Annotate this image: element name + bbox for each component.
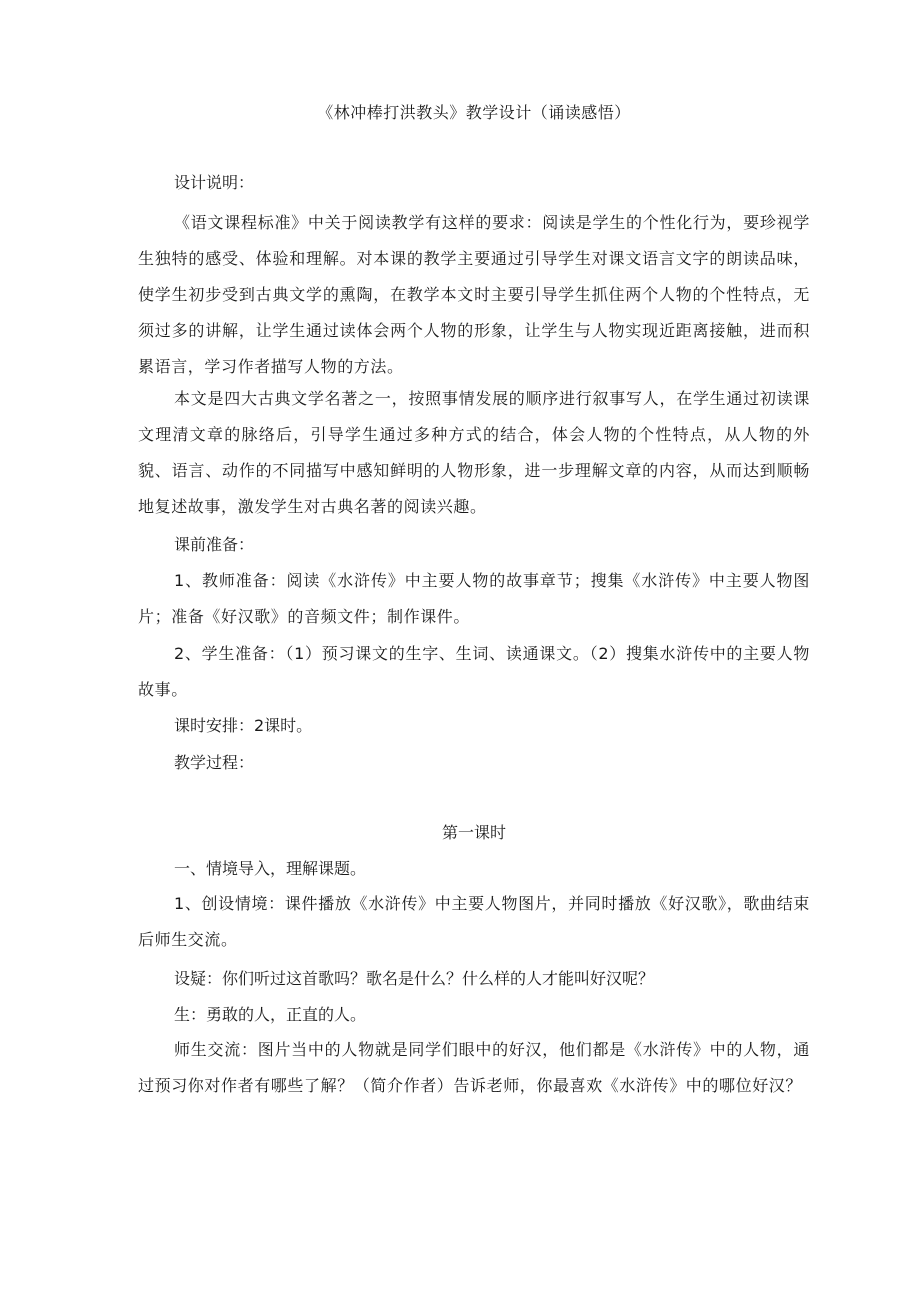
lesson1-student-answer: 生：勇敢的人，正直的人。 [174, 1005, 367, 1024]
preparation-student: 2、学生准备：（1）预习课文的生字、生词、读通课文。（2）搜集水浒传中的主要人物故事。 [138, 644, 810, 699]
design-note-heading: 设计说明： [174, 173, 255, 192]
lesson1-step1: 1、创设情境：课件播放《水浒传》中主要人物图片，并同时播放《好汉歌》，歌曲结束后师生交流。 [138, 894, 810, 949]
lesson1-exchange: 师生交流：图片当中的人物就是同学们眼中的好汉，他们都是《水浒传》中的人物，通过预习你对作者有哪些了解？（简介作者）告诉老师，你最喜欢《水浒传》中的哪位好汉？ [138, 1040, 810, 1095]
lesson1-section1: 一、情境导入，理解课题。 [174, 859, 367, 878]
schedule-text: 课时安排：2课时。 [174, 716, 313, 735]
process-heading: 教学过程： [174, 753, 255, 772]
preparation-teacher: 1、教师准备：阅读《水浒传》中主要人物的故事章节；搜集《水浒传》中主要人物图片；准备《好汉歌》的音频文件；制作课件。 [138, 571, 810, 626]
design-note-paragraph-2: 本文是四大古典文学名著之一，按照事情发展的顺序进行叙事写人，在学生通过初读课文理清文章的脉络后，引导学生通过多种方式的结合，体会人物的个性特点，从人物的外貌、语言、动作的不同描写中感知鲜明的人物形象，进一步理解文章的内容，从而达到顺畅地复述故事，激发学生对古典名著的阅读兴趣。 [138, 389, 810, 516]
preparation-heading: 课前准备： [174, 535, 255, 554]
document-title: 《林冲棒打洪教头》教学设计（诵读感悟） [317, 103, 631, 122]
lesson1-question: 设疑：你们听过这首歌吗？歌名是什么？什么样的人才能叫好汉呢？ [174, 969, 655, 988]
lesson1-heading: 第一课时 [441, 823, 506, 842]
design-note-paragraph-1: 《语文课程标准》中关于阅读教学有这样的要求：阅读是学生的个性化行为，要珍视学生独特的感受、体验和理解。对本课的教学主要通过引导学生对课文语言文字的朗读品味，使学生初步受到古典文学的熏陶，在教学本文时主要引导学生抓住两个人物的个性特点，无须过多的讲解，让学生通过读体会两个人物的形象，让学生与人物实现近距离接触，进而积累语言，学习作者描写人物的方法。 [138, 213, 810, 376]
